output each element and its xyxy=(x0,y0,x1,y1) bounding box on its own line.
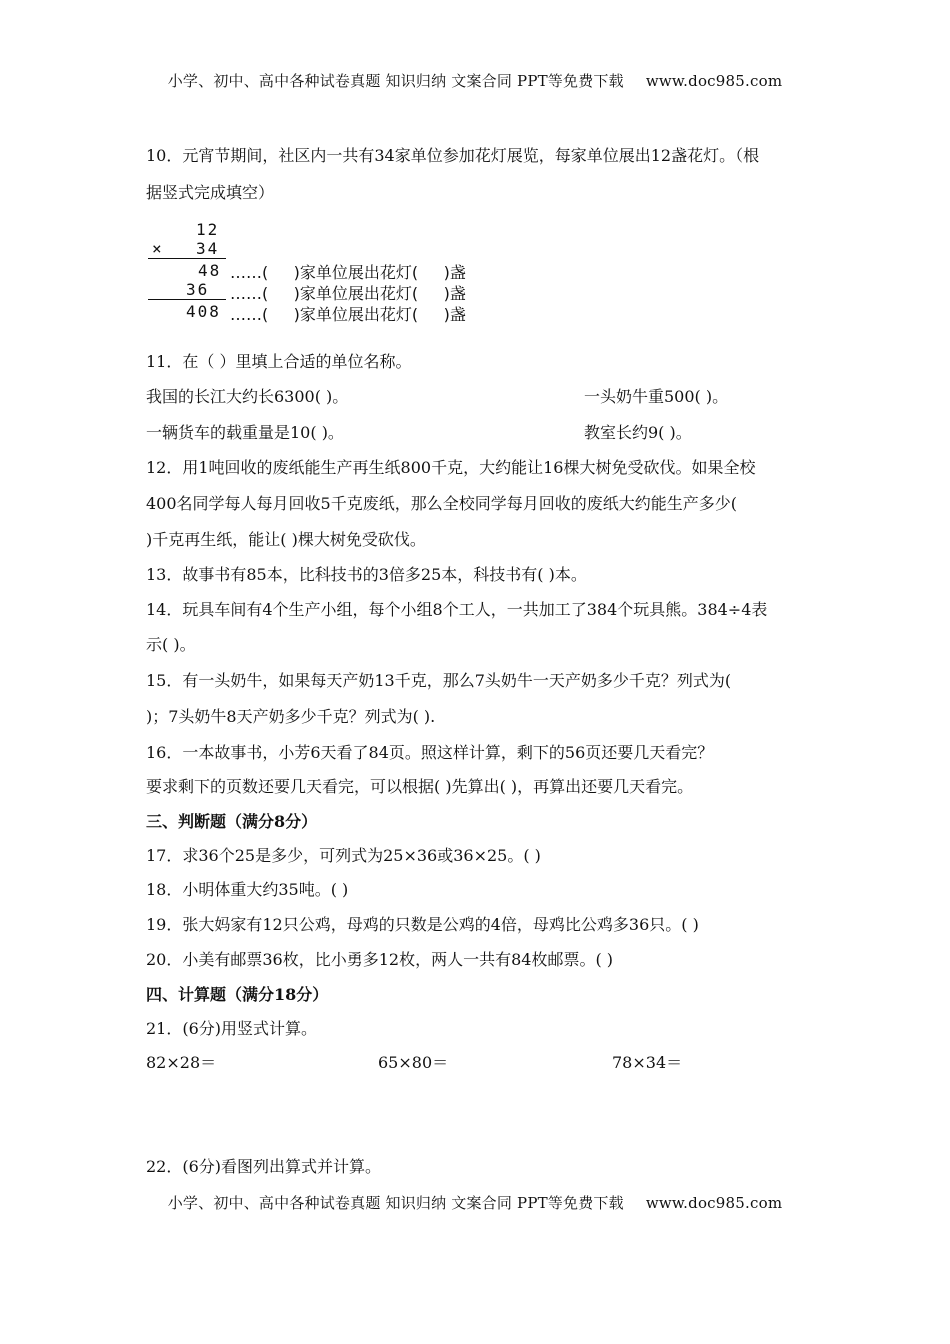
section-3-heading: 三、判断题（满分8分） xyxy=(146,812,318,831)
q14-line1: 14．玩具车间有4个生产小组，每个小组8个工人，一共加工了384个玩具熊。384÷4表 xyxy=(146,600,768,619)
q21-expr-2: 65×80＝ xyxy=(378,1053,449,1072)
page-header xyxy=(0,70,950,91)
q11-item-3: 一辆货车的载重量是10( )。 xyxy=(146,423,344,442)
footer-site-link[interactable]: www.doc985.com xyxy=(645,1194,783,1212)
q12-line2: 400名同学每人每月回收5千克废纸，那么全校同学每月回收的废纸大约能生产多少( xyxy=(146,494,737,513)
q11-item-2: 一头奶牛重500( )。 xyxy=(584,387,729,406)
q11-item-1: 我国的长江大约长6300( )。 xyxy=(146,387,349,406)
q20: 20．小美有邮票36枚，比小勇多12枚，两人一共有84枚邮票。( ) xyxy=(146,950,614,969)
q14-line2: 示( )。 xyxy=(146,635,196,654)
multiplicand: 12 xyxy=(196,220,220,239)
partial-product-1-desc: ……( )家单位展出花灯( )盏 xyxy=(230,263,466,282)
q21-title: 21．(6分)用竖式计算。 xyxy=(146,1019,318,1038)
partial-product-1: 48 xyxy=(198,261,222,280)
q12-line3: )千克再生纸，能让( )棵大树免受砍伐。 xyxy=(146,530,426,549)
q11-item-4: 教室长约9( )。 xyxy=(584,423,692,442)
q10-line2: 据竖式完成填空） xyxy=(146,183,275,202)
multiplier: 34 xyxy=(196,239,220,258)
calc-rule-1 xyxy=(148,258,226,259)
q19: 19．张大妈家有12只公鸡，母鸡的只数是公鸡的4倍，母鸡比公鸡多36只。( ) xyxy=(146,915,699,934)
footer-text: 小学、初中、高中各种试卷真题 知识归纳 文案合同 PPT等免费下载 xyxy=(167,1194,624,1212)
q10-line1: 10．元宵节期间，社区内一共有34家单位参加花灯展览，每家单位展出12盏花灯。（根 xyxy=(146,146,760,165)
q21-expr-3: 78×34＝ xyxy=(612,1053,683,1072)
calc-rule-2 xyxy=(148,299,226,300)
q17: 17．求36个25是多少，可列式为25×36或36×25。( ) xyxy=(146,846,541,865)
q15-line1: 15．有一头奶牛，如果每天产奶13千克，那么7头奶牛一天产奶多少千克？列式为( xyxy=(146,671,732,690)
multiply-operator: × xyxy=(152,239,164,258)
q12-line1: 12．用1吨回收的废纸能生产再生纸800千克，大约能让16棵大树免受砍伐。如果全校 xyxy=(146,458,756,477)
q22: 22．(6分)看图列出算式并计算。 xyxy=(146,1157,382,1176)
q16-line2: 要求剩下的页数还要几天看完，可以根据( )先算出( )，再算出还要几天看完。 xyxy=(146,777,694,796)
vertical-multiplication xyxy=(146,220,566,330)
q13: 13．故事书有85本，比科技书的3倍多25本，科技书有( )本。 xyxy=(146,565,587,584)
q11-title: 11．在（ ）里填上合适的单位名称。 xyxy=(146,352,412,371)
partial-product-2: 36 xyxy=(186,280,210,299)
partial-product-2-desc: ……( )家单位展出花灯( )盏 xyxy=(230,284,466,303)
q16-line1: 16．一本故事书，小芳6天看了84页。照这样计算，剩下的56页还要几天看完？ xyxy=(146,743,714,762)
section-4-heading: 四、计算题（满分18分） xyxy=(146,985,329,1004)
product-result-desc: ……( )家单位展出花灯( )盏 xyxy=(230,305,466,324)
page-footer xyxy=(0,1192,950,1213)
header-site-link[interactable]: www.doc985.com xyxy=(645,72,783,90)
product-result: 408 xyxy=(186,302,221,321)
q21-expr-1: 82×28＝ xyxy=(146,1053,217,1072)
q15-line2: )；7头奶牛8天产奶多少千克？列式为( ). xyxy=(146,707,436,726)
header-text: 小学、初中、高中各种试卷真题 知识归纳 文案合同 PPT等免费下载 xyxy=(167,72,624,90)
q18: 18．小明体重大约35吨。( ) xyxy=(146,880,349,899)
